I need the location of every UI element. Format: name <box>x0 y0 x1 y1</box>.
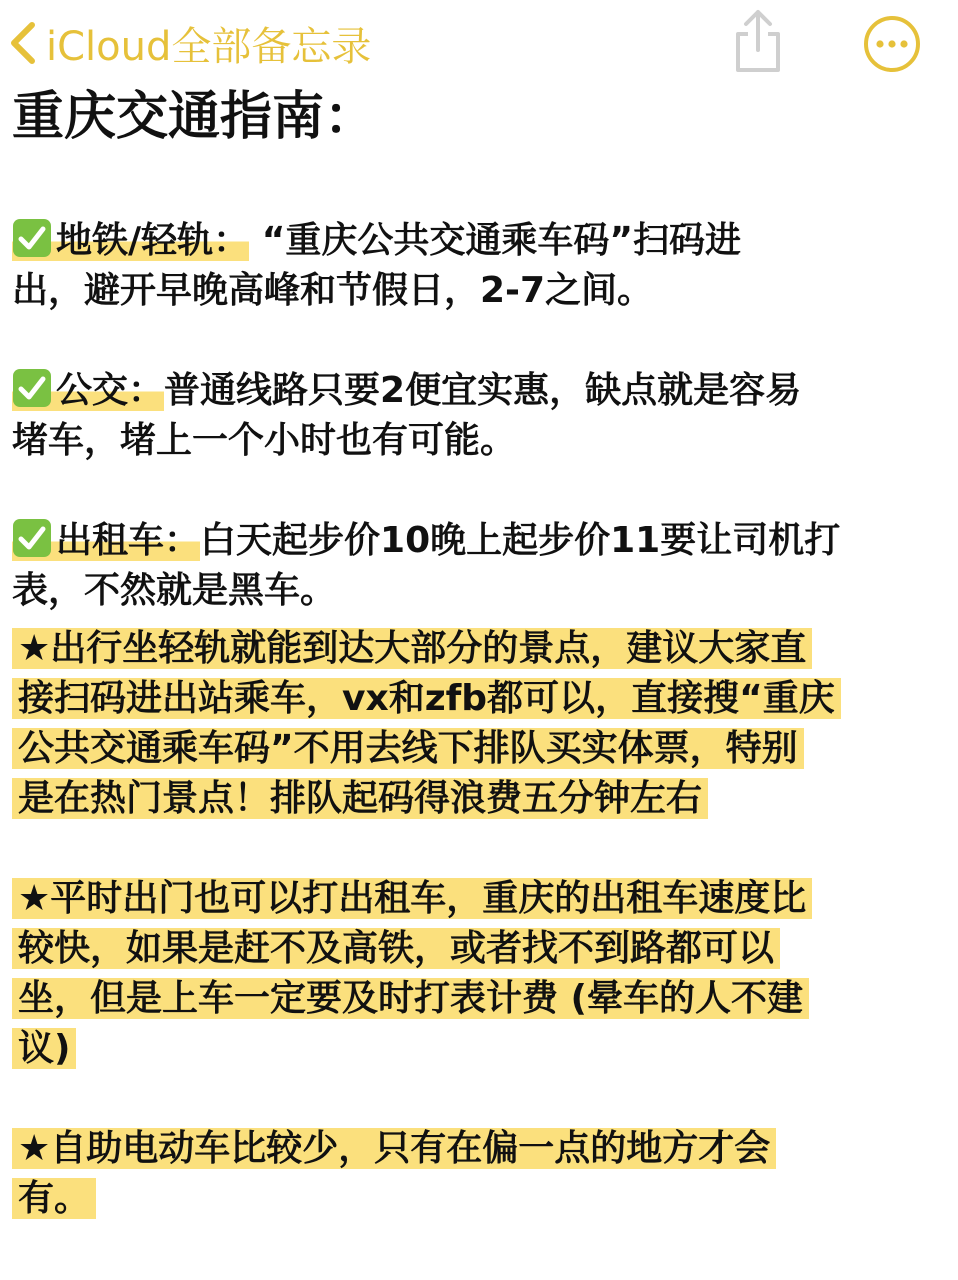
back-label: iCloud全部备忘录 <box>46 23 372 70</box>
tip-taxi <box>12 874 956 1074</box>
section-metro <box>12 166 952 316</box>
section-taxi <box>12 466 952 616</box>
section-label-bus: 公交： <box>12 370 164 411</box>
tip-e-bike <box>12 1124 956 1224</box>
check-icon <box>12 218 52 258</box>
note-title: 重庆交通指南： <box>12 87 377 147</box>
section-text-metro: “重庆公共交通乘车码”扫码进 出，避开早晚高峰和节假日，2-7之间。 <box>12 220 742 311</box>
section-text-taxi: 白天起步价10晚上起步价11要让司机打 表，不然就是黑车。 <box>12 520 841 611</box>
chevron-left-icon <box>8 21 38 65</box>
section-label-taxi: 出租车： <box>12 520 200 561</box>
more-icon[interactable] <box>862 14 922 74</box>
tip-text: ★出行坐轻轨就能到达大部分的景点，建议大家直 接扫码进出站乘车，vx和zfb都可以，直接搜“重庆 公共交通乘车码”不用去线下排队买实体票，特别 是在热门景点！排队起码得浪费五分钟左右 <box>12 628 841 819</box>
back-button[interactable] <box>8 14 371 72</box>
tip-text: ★平时出门也可以打出租车，重庆的出租车速度比 较快，如果是赶不及高铁，或者找不到路都可以 坐，但是上车一定要及时打表计费 (晕车的人不建 议) <box>12 878 812 1069</box>
check-icon <box>12 368 52 408</box>
section-text-bus: 普通线路只要2便宜实惠，缺点就是容易 堵车，堵上一个小时也有可能。 <box>12 370 802 461</box>
tip-light-rail <box>12 624 956 824</box>
share-icon[interactable] <box>730 8 786 74</box>
nav-bar <box>0 0 958 86</box>
section-label-metro: 地铁/轻轨： <box>12 220 249 261</box>
check-icon <box>12 518 52 558</box>
tip-text: ★自助电动车比较少，只有在偏一点的地方才会 有。 <box>12 1128 776 1219</box>
section-bus <box>12 316 952 466</box>
